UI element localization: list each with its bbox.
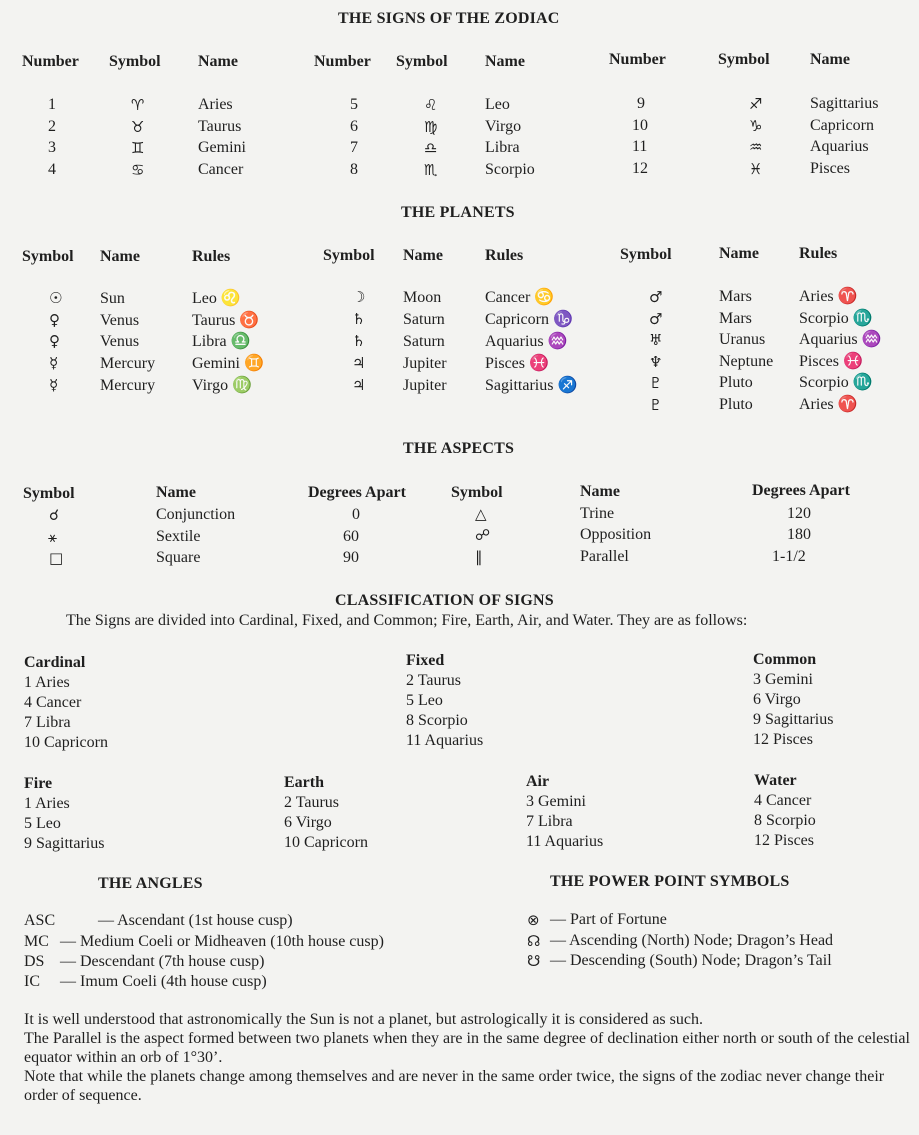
mars-icon: ♂: [649, 288, 663, 306]
planet-rules: Scorpio ♏: [799, 374, 873, 391]
cardinal-item: 1 Aries: [24, 674, 70, 691]
angle-desc: — Descendant (7th house cusp): [60, 953, 265, 970]
sun-icon: ☉: [49, 289, 63, 307]
power-point-desc: — Ascending (North) Node; Dragon’s Head: [550, 932, 834, 949]
planets-header-symbol: Symbol: [323, 247, 375, 264]
angle-desc: — Imum Coeli (4th house cusp): [60, 973, 267, 990]
sign-number: 8: [350, 161, 358, 178]
zodiac-header-symbol: Symbol: [718, 51, 770, 68]
jupiter-icon: ♃: [352, 354, 366, 372]
fixed-item: 2 Taurus: [406, 672, 462, 689]
planet-name: Jupiter: [403, 377, 447, 394]
planet-name: Moon: [403, 289, 442, 306]
air-item: 3 Gemini: [526, 793, 586, 810]
saturn-icon: ♄: [352, 332, 366, 350]
aspect-name: Conjunction: [156, 506, 236, 523]
saturn-icon: ♄: [352, 310, 366, 328]
power-points-title: THE POWER POINT SYMBOLS: [550, 873, 790, 890]
zodiac-header-symbol: Symbol: [109, 53, 161, 70]
zodiac-header-number: Number: [609, 51, 666, 68]
classification-intro: The Signs are divided into Cardinal, Fixed, and Common; Fire, Earth, Air, and Water. They are as follows:: [66, 612, 748, 629]
sign-number: 1: [48, 96, 56, 113]
angles-title: THE ANGLES: [98, 875, 203, 892]
planet-name: Mars: [719, 288, 752, 305]
aquarius-icon: ♒: [749, 138, 763, 156]
sign-name: Libra: [485, 139, 520, 156]
earth-item: 10 Capricorn: [284, 834, 368, 851]
sign-name: Capricorn: [810, 117, 874, 134]
fire-item: 1 Aries: [24, 795, 70, 812]
sign-number: 12: [632, 160, 648, 177]
planet-name: Venus: [100, 312, 140, 329]
planet-name: Mars: [719, 310, 752, 327]
jupiter-icon: ♃: [352, 376, 366, 394]
fixed-item: 11 Aquarius: [406, 732, 484, 749]
planet-rules: Cancer ♋: [485, 289, 555, 306]
fixed-item: 8 Scorpio: [406, 712, 468, 729]
aspect-degrees: 1-1/2: [772, 548, 806, 565]
sign-number: 5: [350, 96, 358, 113]
parallel-icon: ∥: [475, 548, 483, 566]
sign-number: 4: [48, 161, 56, 178]
leo-icon: ♌: [424, 96, 438, 114]
aspect-degrees: 90: [343, 549, 359, 566]
fire-item: 9 Sagittarius: [24, 835, 105, 852]
sign-name: Pisces: [810, 160, 850, 177]
sign-name: Cancer: [198, 161, 244, 178]
planet-rules: Aries ♈: [799, 396, 858, 413]
aspect-name: Parallel: [580, 548, 629, 565]
sign-name: Virgo: [485, 118, 522, 135]
angle-abbr: ASC: [24, 912, 56, 929]
common-item: 6 Virgo: [753, 691, 801, 708]
cancer-icon: ♋: [131, 161, 145, 179]
aspects-title: THE ASPECTS: [403, 440, 515, 457]
water-item: 4 Cancer: [754, 792, 812, 809]
cardinal-title: Cardinal: [24, 654, 86, 671]
planets-header-symbol: Symbol: [22, 248, 74, 265]
moon-icon: ☽: [352, 288, 366, 306]
cardinal-item: 10 Capricorn: [24, 734, 108, 751]
sign-name: Aries: [198, 96, 233, 113]
sign-number: 10: [632, 117, 648, 134]
neptune-icon: ♆: [649, 353, 663, 371]
water-item: 12 Pisces: [754, 832, 814, 849]
power-point-desc: — Descending (South) Node; Dragon’s Tail: [550, 952, 832, 969]
cardinal-item: 4 Cancer: [24, 694, 82, 711]
planet-name: Pluto: [719, 374, 753, 391]
classification-title: CLASSIFICATION OF SIGNS: [335, 592, 554, 609]
planet-rules: Scorpio ♏: [799, 310, 873, 327]
common-title: Common: [753, 651, 817, 668]
planet-name: Mercury: [100, 377, 156, 394]
mercury-icon: ☿: [49, 376, 59, 394]
fixed-title: Fixed: [406, 652, 445, 669]
note-parallel: The Parallel is the aspect formed between two planets when they are in the same degree of declination either north or south of the celestial equator within an orb of 1°30’.: [24, 1030, 910, 1066]
angle-desc: — Ascendant (1st house cusp): [98, 912, 293, 929]
aspect-degrees: 60: [343, 528, 359, 545]
sign-number: 11: [632, 138, 648, 155]
sign-number: 7: [350, 139, 358, 156]
planet-rules: Virgo ♍: [192, 377, 252, 394]
pluto-icon: ♇: [649, 396, 663, 414]
venus-icon: ♀: [49, 311, 60, 329]
libra-icon: ♎: [424, 139, 438, 157]
planets-header-name: Name: [403, 247, 443, 264]
sign-number: 9: [637, 95, 645, 112]
taurus-icon: ♉: [131, 118, 145, 136]
note-order: Note that while the planets change among themselves and are never in the same order twice, the signs of the zodiac never change their order of sequence.: [24, 1068, 885, 1104]
planets-header-rules: Rules: [485, 247, 524, 264]
aspects-header-degrees: Degrees Apart: [308, 484, 406, 501]
planets-header-name: Name: [719, 245, 759, 262]
zodiac-header-name: Name: [198, 53, 238, 70]
zodiac-header-name: Name: [810, 51, 850, 68]
planet-name: Saturn: [403, 311, 445, 328]
planet-name: Pluto: [719, 396, 753, 413]
pisces-icon: ♓: [749, 160, 763, 178]
sextile-icon: ⚹: [48, 528, 58, 546]
mercury-icon: ☿: [49, 354, 59, 372]
power-point-desc: — Part of Fortune: [550, 911, 667, 928]
aspect-name: Square: [156, 549, 201, 566]
planet-rules: Taurus ♉: [192, 312, 260, 329]
planet-rules: Capricorn ♑: [485, 311, 573, 328]
mars-icon: ♂: [649, 310, 663, 328]
sign-name: Leo: [485, 96, 510, 113]
aspects-header-degrees: Degrees Apart: [752, 482, 850, 499]
planet-rules: Pisces ♓: [799, 353, 863, 370]
conjunction-icon: ☌: [49, 506, 60, 524]
cardinal-item: 7 Libra: [24, 714, 71, 731]
sign-number: 3: [48, 139, 56, 156]
aspect-name: Opposition: [580, 526, 652, 543]
angle-abbr: MC: [24, 933, 49, 950]
fire-title: Fire: [24, 775, 53, 792]
planets-title: THE PLANETS: [401, 204, 515, 221]
water-item: 8 Scorpio: [754, 812, 816, 829]
zodiac-title: THE SIGNS OF THE ZODIAC: [338, 10, 560, 27]
planet-rules: Aquarius ♒: [799, 331, 882, 348]
fire-item: 5 Leo: [24, 815, 61, 832]
opposition-icon: ☍: [475, 526, 491, 544]
aspects-header-symbol: Symbol: [451, 484, 503, 501]
sign-name: Taurus: [198, 118, 242, 135]
angle-abbr: DS: [24, 953, 45, 970]
common-item: 9 Sagittarius: [753, 711, 834, 728]
water-title: Water: [754, 772, 797, 789]
angle-abbr: IC: [24, 973, 40, 990]
aspects-header-name: Name: [156, 484, 196, 501]
venus-icon: ♀: [49, 332, 60, 350]
earth-title: Earth: [284, 774, 324, 791]
planet-rules: Leo ♌: [192, 290, 241, 307]
south-node-icon: ☋: [527, 952, 541, 970]
uranus-icon: ♅: [649, 331, 663, 349]
air-item: 11 Aquarius: [526, 833, 604, 850]
planet-name: Mercury: [100, 355, 156, 372]
aspect-name: Trine: [580, 505, 615, 522]
planet-name: Jupiter: [403, 355, 447, 372]
north-node-icon: ☊: [527, 932, 541, 950]
aries-icon: ♈: [131, 96, 145, 114]
planet-rules: Aquarius ♒: [485, 333, 568, 350]
sign-name: Scorpio: [485, 161, 535, 178]
sign-name: Gemini: [198, 139, 246, 156]
aspect-name: Sextile: [156, 528, 201, 545]
planet-rules: Aries ♈: [799, 288, 858, 305]
planets-header-name: Name: [100, 248, 140, 265]
aspect-degrees: 120: [787, 505, 811, 522]
part-of-fortune-icon: ⊗: [527, 911, 540, 929]
planet-rules: Libra ♎: [192, 333, 251, 350]
aspect-degrees: 180: [787, 526, 811, 543]
planet-name: Uranus: [719, 331, 766, 348]
air-item: 7 Libra: [526, 813, 573, 830]
sign-number: 2: [48, 118, 56, 135]
sagittarius-icon: ♐: [749, 95, 763, 113]
square-icon: □: [49, 549, 64, 567]
aspect-degrees: 0: [352, 506, 360, 523]
virgo-icon: ♍: [424, 118, 438, 136]
trine-icon: △: [475, 505, 487, 523]
common-item: 3 Gemini: [753, 671, 813, 688]
planet-name: Saturn: [403, 333, 445, 350]
capricorn-icon: ♑: [749, 117, 763, 135]
aspects-header-name: Name: [580, 483, 620, 500]
pluto-icon: ♇: [649, 374, 663, 392]
air-title: Air: [526, 773, 550, 790]
scorpio-icon: ♏: [424, 161, 438, 179]
sign-number: 6: [350, 118, 358, 135]
planets-header-rules: Rules: [799, 245, 838, 262]
earth-item: 2 Taurus: [284, 794, 340, 811]
planet-rules: Sagittarius ♐: [485, 377, 578, 394]
planet-name: Sun: [100, 290, 125, 307]
zodiac-header-name: Name: [485, 53, 525, 70]
fixed-item: 5 Leo: [406, 692, 443, 709]
aspects-header-symbol: Symbol: [23, 485, 75, 502]
planet-rules: Pisces ♓: [485, 355, 549, 372]
angle-desc: — Medium Coeli or Midheaven (10th house cusp): [60, 933, 384, 950]
zodiac-header-symbol: Symbol: [396, 53, 448, 70]
gemini-icon: ♊: [131, 139, 145, 157]
earth-item: 6 Virgo: [284, 814, 332, 831]
note-sun: It is well understood that astronomically the Sun is not a planet, but astrologically it is considered as such.: [24, 1011, 703, 1028]
planet-name: Neptune: [719, 353, 774, 370]
planets-header-symbol: Symbol: [620, 246, 672, 263]
common-item: 12 Pisces: [753, 731, 813, 748]
zodiac-header-number: Number: [22, 53, 79, 70]
planet-name: Venus: [100, 333, 140, 350]
planet-rules: Gemini ♊: [192, 355, 264, 372]
zodiac-header-number: Number: [314, 53, 371, 70]
planets-header-rules: Rules: [192, 248, 231, 265]
sign-name: Sagittarius: [810, 95, 879, 112]
sign-name: Aquarius: [810, 138, 869, 155]
